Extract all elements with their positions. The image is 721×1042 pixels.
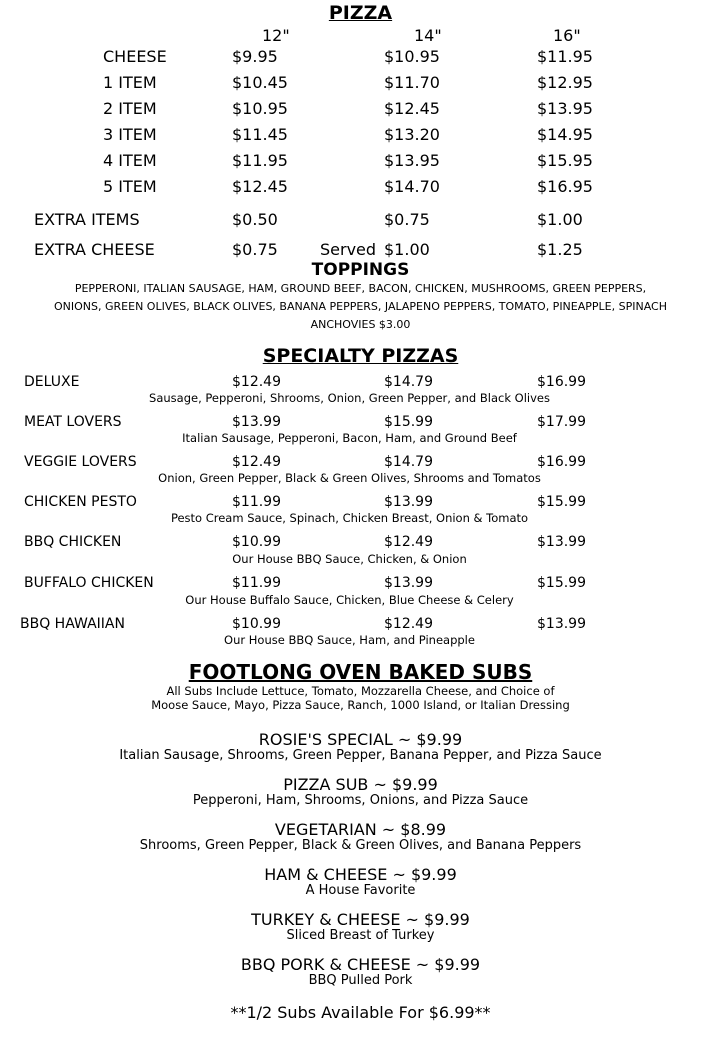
price-12: $11.45 [232,125,288,144]
specialty-title: SPECIALTY PIZZAS [262,345,459,367]
price-16: $12.95 [537,73,593,92]
price-12: $13.99 [232,414,281,430]
specialty-desc: Onion, Green Pepper, Black & Green Olives, Shrooms and Tomatos [158,471,541,485]
specialty-desc: Italian Sausage, Pepperoni, Bacon, Ham, and Ground Beef [182,431,517,445]
sub-desc: A House Favorite [305,883,416,898]
price-16: $16.99 [537,374,586,390]
specialty-desc: Our House BBQ Sauce, Chicken, & Onion [232,552,467,566]
served-word: Served [320,240,377,259]
price-12: $0.50 [232,210,278,229]
price-12: $9.95 [232,47,278,66]
specialty-desc: Sausage, Pepperoni, Shrooms, Onion, Green Pepper, and Black Olives [149,391,550,405]
specialty-desc: Our House Buffalo Sauce, Chicken, Blue Cheese & Celery [185,593,514,607]
pizza-row-label: 4 ITEM [103,151,157,170]
price-16: $11.95 [537,47,593,66]
specialty-desc: Our House BBQ Sauce, Ham, and Pineapple [224,633,475,647]
price-12: $12.45 [232,177,288,196]
subs-intro-line-1: All Subs Include Lettuce, Tomato, Mozzarella Cheese, and Choice of [166,684,555,698]
price-16: $13.95 [537,99,593,118]
toppings-line-3: ANCHOVIES $3.00 [310,318,411,331]
price-16: $17.99 [537,414,586,430]
size-14-header: 14" [414,26,442,45]
specialty-name: VEGGIE LOVERS [24,454,137,470]
price-14: $12.49 [384,616,433,632]
half-subs-note: **1/2 Subs Available For $6.99** [230,1003,491,1022]
price-14: $12.49 [384,534,433,550]
price-12: $10.99 [232,616,281,632]
pizza-row-label: 5 ITEM [103,177,157,196]
sub-name: HAM & CHEESE ~ $9.99 [264,865,457,884]
pizza-row-label: EXTRA ITEMS [34,210,140,229]
price-14: $10.95 [384,47,440,66]
price-14: $13.99 [384,494,433,510]
price-12: $11.99 [232,575,281,591]
price-16: $15.99 [537,575,586,591]
sub-desc: Italian Sausage, Shrooms, Green Pepper, Banana Pepper, and Pizza Sauce [119,748,602,763]
price-14: $14.79 [384,454,433,470]
price-16: $14.95 [537,125,593,144]
sub-name: BBQ PORK & CHEESE ~ $9.99 [240,955,481,974]
price-14: $13.99 [384,575,433,591]
sub-name: TURKEY & CHEESE ~ $9.99 [251,910,470,929]
pizza-row-label: EXTRA CHEESE [34,240,155,259]
subs-title: FOOTLONG OVEN BAKED SUBS [188,660,533,684]
specialty-name: BBQ HAWAIIAN [20,616,125,632]
price-14: $15.99 [384,414,433,430]
price-14: $0.75 [384,210,430,229]
price-12: $10.45 [232,73,288,92]
price-12: $11.95 [232,151,288,170]
price-14: $12.45 [384,99,440,118]
sub-desc: BBQ Pulled Pork [308,973,413,988]
size-12-header: 12" [262,26,290,45]
pizza-row-label: 1 ITEM [103,73,157,92]
price-12: $0.75 [232,240,278,259]
toppings-line-2: ONIONS, GREEN OLIVES, BLACK OLIVES, BANANA PEPPERS, JALAPENO PEPPERS, TOMATO, PINEAPPLE, SPINACH [54,300,667,313]
sub-name: ROSIE'S SPECIAL ~ $9.99 [258,730,463,749]
toppings-line-1: PEPPERONI, ITALIAN SAUSAGE, HAM, GROUND BEEF, BACON, CHICKEN, MUSHROOMS, GREEN PEPPERS, [74,282,647,295]
pizza-row-label: CHEESE [103,47,167,66]
price-14: $14.79 [384,374,433,390]
price-14: $13.20 [384,125,440,144]
sub-desc: Shrooms, Green Pepper, Black & Green Olives, and Banana Peppers [139,838,582,853]
specialty-name: MEAT LOVERS [24,414,122,430]
specialty-name: CHICKEN PESTO [24,494,137,510]
sub-desc: Sliced Breast of Turkey [286,928,435,943]
subs-intro-line-2: Moose Sauce, Mayo, Pizza Sauce, Ranch, 1000 Island, or Italian Dressing [151,698,570,712]
price-16: $15.99 [537,494,586,510]
price-12: $10.95 [232,99,288,118]
price-16: $13.99 [537,616,586,632]
price-16: $1.25 [537,240,583,259]
sub-name: PIZZA SUB ~ $9.99 [283,775,438,794]
specialty-name: DELUXE [24,374,80,390]
price-16: $16.99 [537,454,586,470]
sub-desc: Pepperoni, Ham, Shrooms, Onions, and Pizza Sauce [192,793,529,808]
specialty-name: BUFFALO CHICKEN [24,575,154,591]
price-16: $13.99 [537,534,586,550]
price-14: $11.70 [384,73,440,92]
specialty-name: BBQ CHICKEN [24,534,122,550]
price-12: $10.99 [232,534,281,550]
price-16: $16.95 [537,177,593,196]
price-16: $15.95 [537,151,593,170]
price-14: $13.95 [384,151,440,170]
price-12: $12.49 [232,454,281,470]
price-14: $1.00 [384,240,430,259]
price-14: $14.70 [384,177,440,196]
sub-name: VEGETARIAN ~ $8.99 [274,820,447,839]
price-12: $12.49 [232,374,281,390]
price-12: $11.99 [232,494,281,510]
price-16: $1.00 [537,210,583,229]
pizza-row-label: 2 ITEM [103,99,157,118]
specialty-desc: Pesto Cream Sauce, Spinach, Chicken Breast, Onion & Tomato [170,511,529,525]
toppings-title: TOPPINGS [311,260,410,280]
pizza-row-label: 3 ITEM [103,125,157,144]
size-16-header: 16" [553,26,581,45]
pizza-title: PIZZA [328,2,393,24]
